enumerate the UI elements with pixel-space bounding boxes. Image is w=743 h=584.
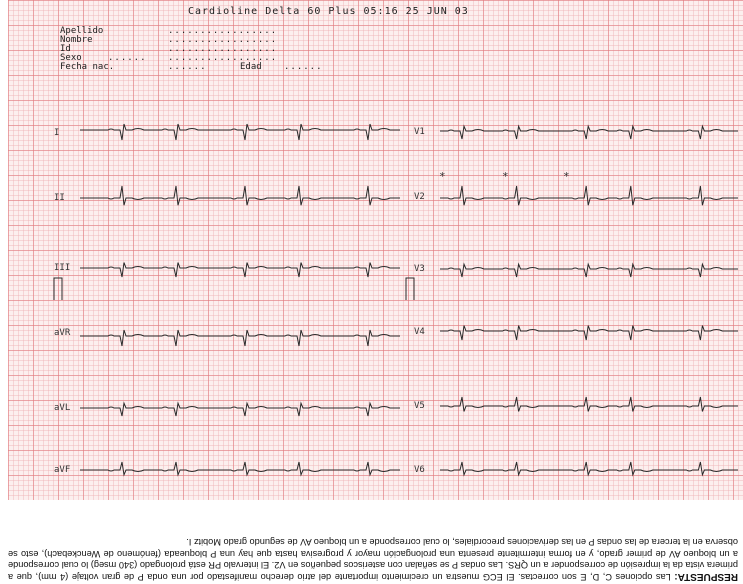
answer-block [8,502,738,582]
trace-V1 [440,126,738,139]
lead-label-V2: V2 [414,192,425,202]
lead-label-aVL: aVL [54,403,71,413]
trace-V6 [440,462,738,475]
field-sexo: Sexo [60,53,82,63]
trace-aVR [80,330,400,346]
answer-heading: RESPUESTA: [674,571,738,582]
trace-aVL [80,403,400,416]
dots-nombre: ................. [168,35,278,45]
p-wave-marker-3: * [563,170,570,183]
p-wave-marker-2: * [502,170,509,183]
dots-id: ................. [168,44,278,54]
lead-label-V1: V1 [414,127,425,137]
lead-label-V4: V4 [414,327,425,337]
lead-label-III: III [54,263,71,273]
trace-II [80,186,400,205]
lead-label-V5: V5 [414,401,425,411]
trace-aVF [80,462,400,475]
answer-paragraph [8,536,738,582]
trace-III [80,263,400,277]
lead-label-V3: V3 [414,264,425,274]
answer-rotated [8,502,738,582]
lead-label-V6: V6 [414,465,425,475]
trace-V2 [440,186,738,205]
cal-pulse-left [54,278,62,300]
p-wave-marker-1: * [439,170,446,183]
dots-fecha: ...... [168,62,207,72]
dots-edad: ...... [284,62,323,72]
answer-body: Las opciones C, D, E son correctas. El ECG muestra un crecimiento importante del atrio derecho manifestado por una onda P de gran voltaje (4 mm), que a primera vista da la impresión de corresponder a un QRS. Las ondas P se señalan con asteriscos pequeños en V2. El intervalo PR está prolongado (340 mseg) lo cual corresponde a un bloqueo AV de primer grado, y en forma intermitente presenta una prolongación mayor y progresiva hasta que hay una P bloqueada (fenómeno de Wenckebach), esto se observa en la tercera de las ondas P en las derivaciones precordiales, lo cual corresponde a un bloqueo AV de segundo grado Mobitz I. [8,537,738,582]
field-nombre: Nombre [60,35,93,45]
device-header-title: Cardioline Delta 60 Plus 05:16 25 JUN 03 [188,6,469,17]
lead-label-aVF: aVF [54,465,71,475]
ecg-paper [8,0,743,500]
ecg-traces [8,0,743,500]
dots-sexo-a: ...... [108,53,147,63]
field-id: Id [60,44,71,54]
field-apellido: Apellido [60,26,104,36]
field-edad: Edad [240,62,262,72]
lead-label-II: II [54,193,65,203]
field-fecha-nac: Fecha nac. [60,62,115,72]
cal-pulse-right [406,278,414,300]
trace-V5 [440,397,738,411]
lead-label-aVR: aVR [54,328,71,338]
trace-V4 [440,326,738,340]
lead-label-I: I [54,128,60,138]
trace-I [80,124,400,140]
trace-V3 [440,264,738,277]
dots-sexo-b: ................. [168,53,278,63]
dots-apellido: ................. [168,26,278,36]
